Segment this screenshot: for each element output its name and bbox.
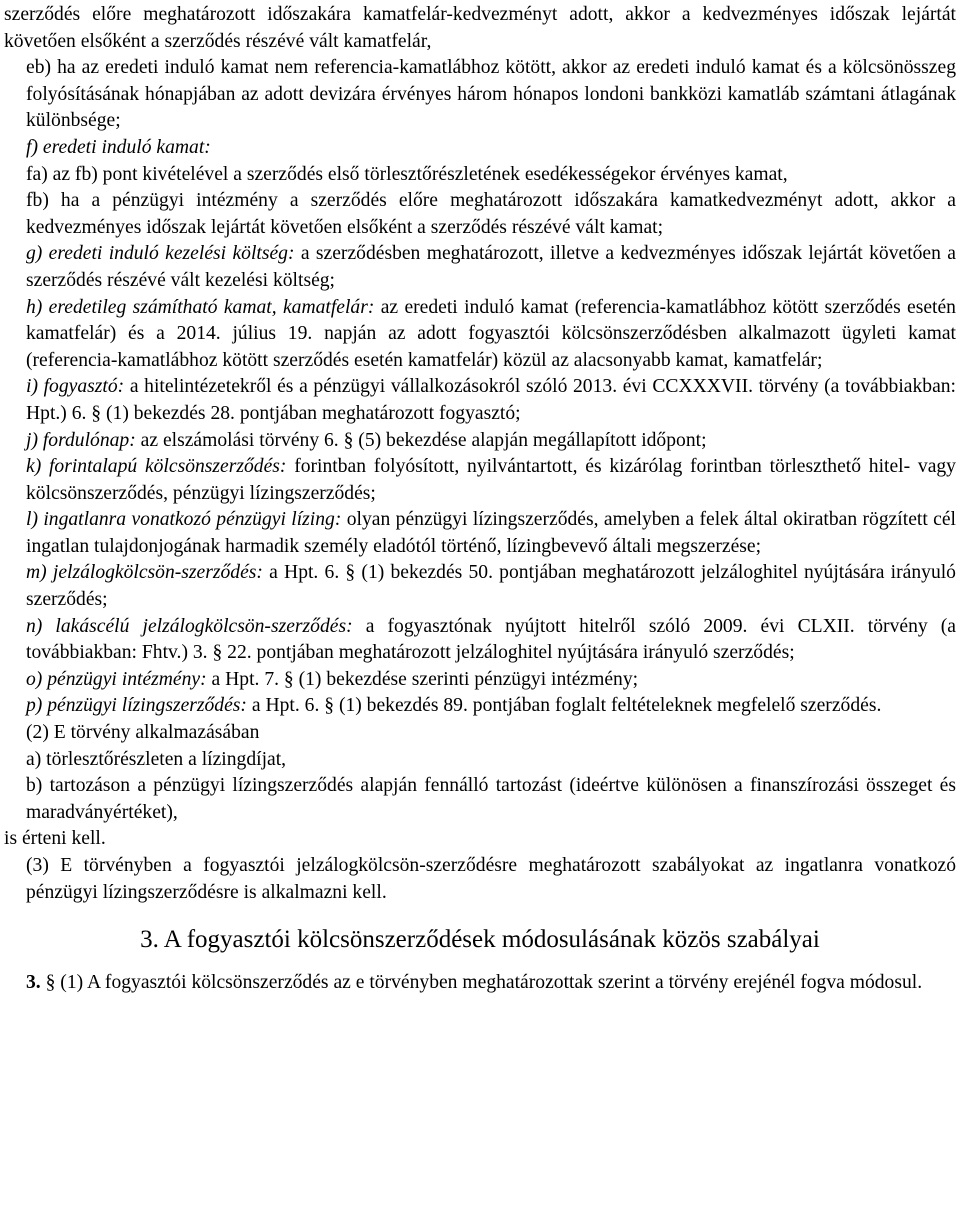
definition-term: p) pénzügyi lízingszerződés:	[26, 695, 247, 717]
definition-text: a szerződésben meghatározott, illetve a kedvezményes időszak lejártát követően a szerződés részévé vált kezelési költség;	[26, 243, 956, 291]
definition	[4, 428, 956, 455]
paragraph: eb) ha az eredeti induló kamat nem referencia-kamatlábhoz kötött, akkor az eredeti induló kamat és a kölcsönösszeg folyósításának hónapjában az adott devizára érvényes három hónapos londoni bankközi kamatláb számtani átlagának különbsége;	[26, 57, 956, 132]
definition-term: h) eredetileg számítható kamat, kamatfelár:	[26, 296, 375, 318]
definition-term: m) jelzálogkölcsön-szerződés:	[26, 562, 263, 584]
definition	[4, 693, 956, 720]
paragraph: a) törlesztőrészleten a lízingdíjat,	[26, 748, 287, 770]
paragraph: is érteni kell.	[4, 828, 106, 850]
paragraph: fb) ha a pénzügyi intézmény a szerződés előre meghatározott időszakára kamatkedvezményt adott, akkor a kedvezményes időszak lejártát követően elsőként a szerződés részévé vált kamat;	[26, 190, 956, 238]
paragraph: b) tartozáson a pénzügyi lízingszerződés alapján fennálló tartozást (ideértve különösen a finanszírozási összeget és maradványértéket),	[26, 775, 956, 823]
definition-text: a Hpt. 7. § (1) bekezdése szerinti pénzügyi intézmény;	[206, 668, 639, 690]
section-heading: 3. A fogyasztói kölcsönszerződések módosulásának közös szabályai	[140, 926, 820, 954]
definition-term: o) pénzügyi intézmény:	[26, 668, 207, 690]
paragraph: fa) az fb) pont kivételével a szerződés első törlesztőrészletének esedékességekor érvényes kamat,	[26, 163, 788, 185]
paragraph: (2) E törvény alkalmazásában	[26, 722, 260, 744]
definition	[4, 560, 956, 613]
definition-text: a hitelintézetekről és a pénzügyi vállalkozásokról szóló 2013. évi CCXXXVII. törvény (a továbbiakban: Hpt.) 6. § (1) bekezdés 28. pontjában meghatározott fogyasztó;	[26, 376, 957, 424]
definition-term: j) fordulónap:	[26, 429, 136, 451]
paragraph: (3) E törvényben a fogyasztói jelzálogkölcsön-szerződésre meghatározott szabályokat az ingatlanra vonatkozó pénzügyi lízingszerződésre is alkalmazni kell.	[26, 855, 956, 903]
definition-term: l) ingatlanra vonatkozó pénzügyi lízing:	[26, 509, 342, 531]
definition-term: n) lakáscélú jelzálogkölcsön-szerződés:	[26, 615, 353, 637]
section-number: 3.	[26, 972, 41, 994]
definition-term: g) eredeti induló kezelési költség:	[26, 243, 295, 265]
definition	[4, 614, 956, 667]
definition-term: i) fogyasztó:	[26, 376, 125, 398]
definition-term: k) forintalapú kölcsönszerződés:	[26, 456, 287, 478]
definition	[4, 667, 956, 694]
definition	[4, 241, 956, 294]
definition	[4, 374, 956, 427]
definition-text: az eredeti induló kamat (referencia-kamatlábhoz kötött szerződés esetén kamatfelár) és a 2014. július 19. napján az adott fogyasztói kölcsönszerződésben alkalmazott ügyleti kamat (referencia-kamatlábhoz kötött szerződés esetén kamatfelár) közül az alacsonyabb kamat, kamatfelár;	[26, 296, 956, 371]
section-text: § (1) A fogyasztói kölcsönszerződés az e törvényben meghatározottak szerint a törvény erejénél fogva módosul.	[40, 972, 923, 994]
definition	[4, 295, 956, 375]
definition	[4, 507, 956, 560]
definition-term: f) eredeti induló kamat:	[26, 136, 211, 158]
definition-text: a Hpt. 6. § (1) bekezdés 89. pontjában foglalt feltételeknek megfelelő szerződés.	[246, 695, 882, 717]
definition-text: olyan pénzügyi lízingszerződés, amelyben a felek által okiratban rögzített cél ingatlan tulajdonjogának harmadik személy eladótól történő, lízingbevevő általi megszerzése;	[26, 509, 956, 557]
definition-text: forintban folyósított, nyilvántartott, és kizárólag forintban törleszthető hitel- vagy kölcsönszerződés, pénzügyi lízingszerződés;	[26, 456, 956, 504]
definition	[4, 454, 956, 507]
paragraph: szerződés előre meghatározott időszakára kamatfelár-kedvezményt adott, akkor a kedvezményes időszak lejártát követően elsőként a szerződés részévé vált kamatfelár,	[4, 4, 956, 52]
section-paragraph	[4, 970, 956, 997]
definition-text: az elszámolási törvény 6. § (5) bekezdése alapján megállapított időpont;	[135, 429, 707, 451]
definition-text: a Hpt. 6. § (1) bekezdés 50. pontjában meghatározott jelzáloghitel nyújtására irányuló szerződés;	[26, 562, 956, 611]
definition-text: a fogyasztónak nyújtott hitelről szóló 2009. évi CLXII. törvény (a továbbiakban: Fhtv.) 3. § 22. pontjában meghatározott jelzáloghitel nyújtására irányuló szerződés;	[26, 615, 956, 664]
